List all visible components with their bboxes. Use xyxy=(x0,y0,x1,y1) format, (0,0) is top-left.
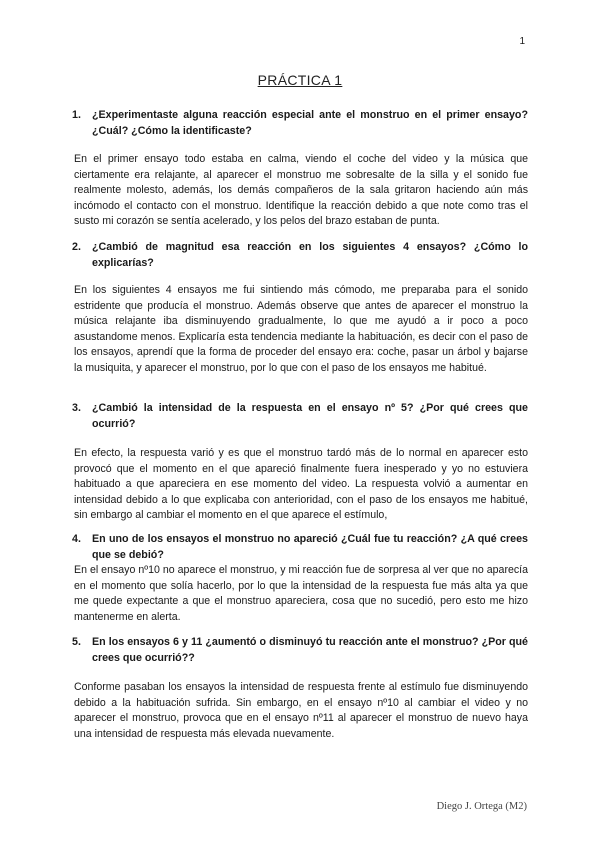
question-text: ¿Cambió de magnitud esa reacción en los siguientes 4 ensayos? ¿Cómo lo explicarías? xyxy=(92,241,528,269)
question-4 xyxy=(72,532,528,563)
footer-author: Diego J. Ortega (M2) xyxy=(436,801,527,812)
page-title: PRÁCTICA 1 xyxy=(257,72,343,88)
question-5 xyxy=(72,635,528,666)
page-number: 1 xyxy=(519,36,525,47)
question-1 xyxy=(72,108,528,139)
answer-3: En efecto, la respuesta varió y es que el monstruo tardó más de lo normal en aparecer esto provocó que el momento en el que apareció finalmente fuera inesperado y yo no estuviera habituado a que apareciera en ese momento del video. La respuesta volvió a aumentar en intensidad debido a lo que explicaba con anterioridad, con el paso de los ensayos me habitué, sin embargo al cambiar el momento en el que aparece el estímulo, xyxy=(74,447,528,521)
answer-1: En el primer ensayo todo estaba en calma, viendo el coche del video y la música que ciertamente era relajante, al aparecer el monstruo me sobresalte de la silla y el sonido fue realmente molesto, además, los demás compañeros de la sala gritaron haciendo aún más incómodo el contacto con el monstruo. Identifique la reacción debido a que note como tras el susto mi corazón se sentía acelerado, y los pelos del brazo estaban de punta. xyxy=(74,153,528,227)
question-number: 1. xyxy=(72,109,81,121)
answer-4: En el ensayo nº10 no aparece el monstruo, y mi reacción fue de sorpresa al ver que no aparecía en el momento que solía hacerlo, por lo que la intensidad de la respuesta fue más alta ya que me quede expectante a que el monstruo apareciera, cosa que no sucedió, pero esto me hizo mantenerme en alerta. xyxy=(74,564,528,623)
question-text: ¿Experimentaste alguna reacción especial ante el monstruo en el primer ensayo? ¿Cuál? ¿Cómo la identificaste? xyxy=(92,109,528,137)
question-number: 4. xyxy=(72,533,81,545)
question-text: En los ensayos 6 y 11 ¿aumentó o disminuyó tu reacción ante el monstruo? ¿Por qué crees que ocurrió?? xyxy=(92,636,528,664)
question-number: 2. xyxy=(72,241,81,253)
question-text: En uno de los ensayos el monstruo no apareció ¿Cuál fue tu reacción? ¿A qué crees que se debió? xyxy=(92,533,528,561)
question-3 xyxy=(72,401,528,432)
answer-5: Conforme pasaban los ensayos la intensidad de respuesta frente al estímulo fue disminuyendo debido a la habituación sufrida. Sin embargo, en el ensayo nº10 al cambiar el video y no aparecer el monstruo, provoca que en el ensayo nº11 al aparecer el monstruo de nuevo haya una intensidad de respuesta más elevada nuevamente. xyxy=(74,681,528,740)
answer-2: En los siguientes 4 ensayos me fui sintiendo más cómodo, me preparaba para el sonido estridente que producía el monstruo. Además observe que antes de aparecer el monstruo la música relajante iba disminuyendo gradualmente, lo que me ayudó a ir poco a poco asustandome menos. Explicaría esta tendencia mediante la habituación, es decir con el paso de los ensayos, aprendí que la forma de proceder del ensayo era: coche, pasar un árbol y bajarse la musiquita, y aparecer el monstruo, por lo que con el paso de los ensayos me habitué. xyxy=(74,284,528,374)
question-number: 5. xyxy=(72,636,81,648)
question-2 xyxy=(72,240,528,271)
question-text: ¿Cambió la intensidad de la respuesta en el ensayo nº 5? ¿Por qué crees que ocurrió? xyxy=(92,402,528,430)
question-number: 3. xyxy=(72,402,81,414)
